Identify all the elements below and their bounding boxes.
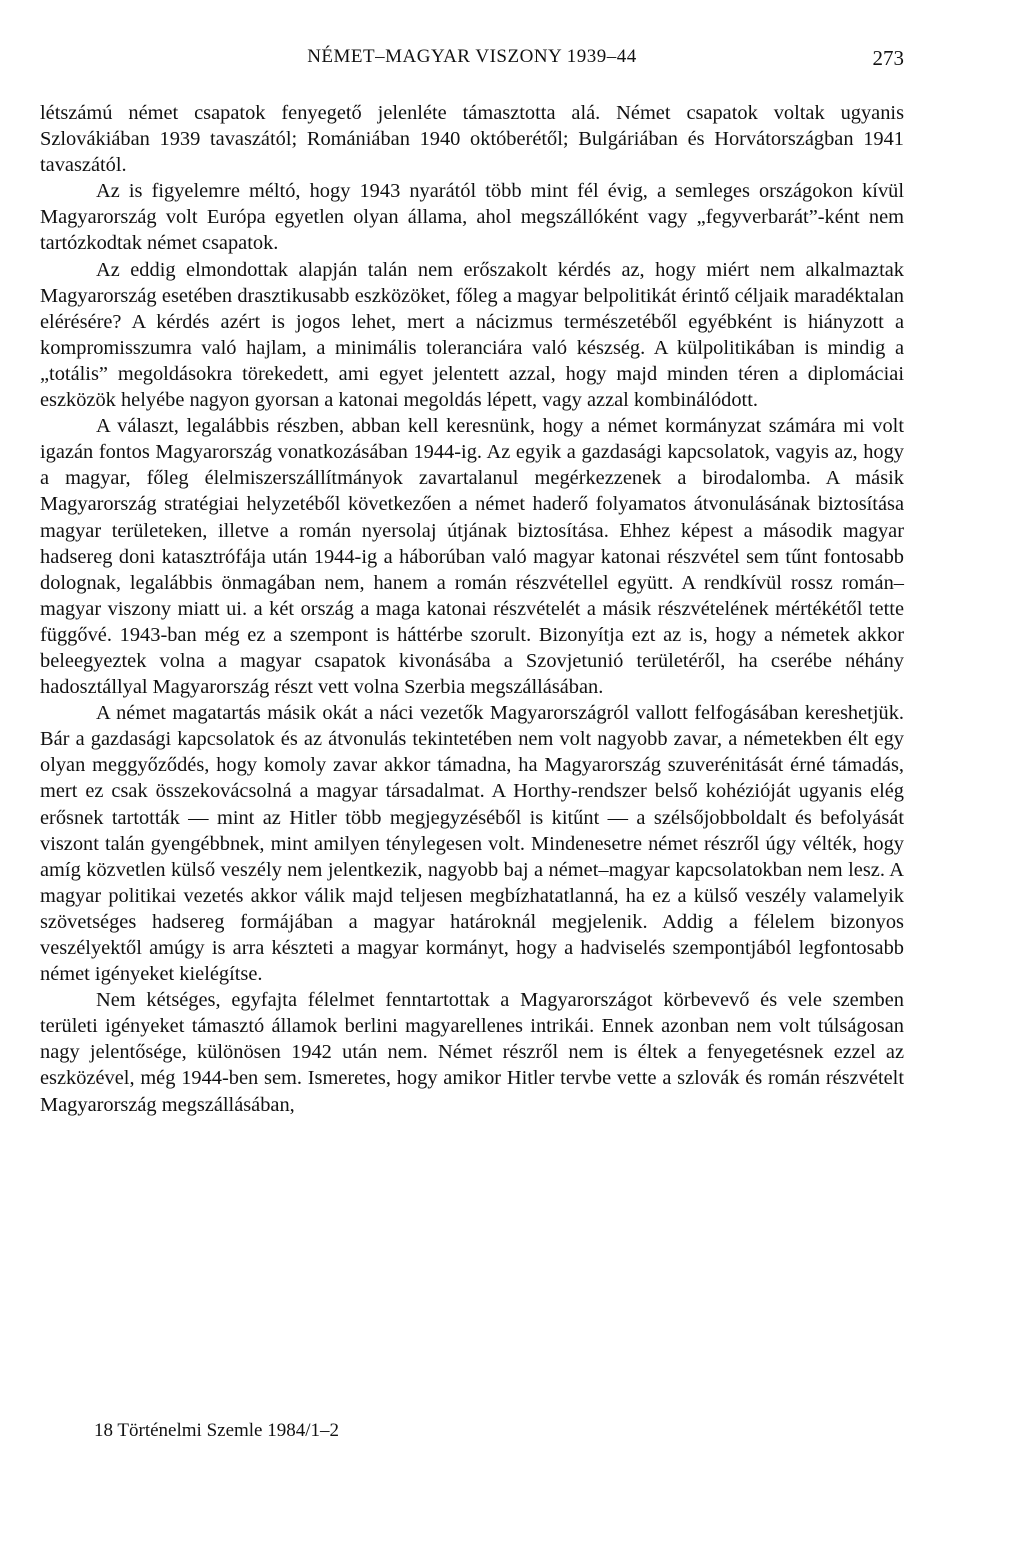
page-number: 273 [872, 46, 904, 70]
paragraph: A választ, legalábbis részben, abban kell keresnünk, hogy a német kormányzat számára mi volt igazán fontos Magyarország vonatkozásában 1944-ig. Az egyik a gazdasági kapcsolatok, vagyis az, hogy a magyar, főleg élelmiszerszállítmányok zavartalanul megérkezzenek a birodalomba. A másik Magyarország stratégiai helyzetéből következően a német haderő folyamatos átvonulásának biztosítása magyar területeken, illetve a román nyersolaj útjának biztosítása. Ehhez képest a második magyar hadsereg doni katasztrófája után 1944-ig a háborúban való magyar katonai részvétel sem tűnt fontosabb dolognak, legalábbis önmagában nem, hanem a román részvétellel együtt. A rendkívül rossz román–magyar viszony miatt ui. a két ország a maga katonai részvételét a másik részvételének mértékétől tette függővé. 1943-ban még ez a szempont is háttérbe szorult. Bizonyítja ezt az is, hogy a németek akkor beleegyeztek volna a magyar csapatok kivonásába a Szovjetunió területéről, ha cserébe néhány hadosztállyal Magyarország részt vett volna Szerbia megszállásában. [40, 415, 904, 699]
body-text [40, 100, 904, 1118]
signature-mark: 18 Történelmi Szemle 1984/1–2 [94, 1420, 340, 1441]
paragraph: Az eddig elmondottak alapján talán nem erőszakolt kérdés az, hogy miért nem alkalmaztak Magyarország esetében drasztikusabb eszközöket, főleg a magyar belpolitikát érintő céljaik maradéktalan elérésére? A kérdés azért is jogos lehet, mert a nácizmus természetéből egyébként is hiányzott a kompromisszumra való hajlam, a minimális toleranciára való készség. A külpolitikában is mindig a „totális” megoldásokra törekedett, ami egyet jelentett azzal, hogy majd minden téren a diplomáciai eszközök helyébe nagyon gyorsan a katonai megoldás lépett, vagy azzal kombinálódott. [40, 258, 904, 412]
paragraph-continuation: létszámú német csapatok fenyegető jelenléte támasztotta alá. Német csapatok voltak ugyanis Szlovákiában 1939 tavaszától; Romániában 1940 októberétől; Bulgáriában és Horvátországban 1941 tavaszától. [40, 102, 904, 177]
paragraph: Nem kétséges, egyfajta félelmet fenntartottak a Magyarországot körbevevő és vele szemben területi igényeket támasztó államok berlini magyarellenes intrikái. Ennek azonban nem volt túlságosan nagy jelentősége, különösen 1942 után nem. Német részről nem is éltek a fenyegetésnek ezzel az eszközével, még 1944-ben sem. Ismeretes, hogy amikor Hitler tervbe vette a szlovák és román részvételt Magyarország megszállásában, [40, 989, 904, 1116]
paragraph: Az is figyelemre méltó, hogy 1943 nyarától több mint fél évig, a semleges országokon kívül Magyarország volt Európa egyetlen olyan állama, ahol megszállóként vagy „fegyverbarát”-ként nem tartózkodtak német csapatok. [40, 180, 904, 255]
running-head [40, 46, 904, 76]
paragraph: A német magatartás másik okát a náci vezetők Magyarországról vallott felfogásában kereshetjük. Bár a gazdasági kapcsolatok és az átvonulás tekintetében nem volt nagyobb zavar, a németekben élt egy olyan meggyőződés, hogy komoly zavar akkor támadna, ha Magyarország szuverénitását érné támadás, mert ez csak összekovácsolná a magyar társadalmat. A Horthy-rendszer belső kohézióját ugyanis elég erősnek tartották — mint az Hitler több megjegyzéséből is kitűnt — a szélsőjobboldalt és befolyását viszont talán gyengébbnek, mint amilyen ténylegesen volt. Mindenesetre német részről úgy vélték, hogy amíg közvetlen külső veszély nem jelentkezik, nagyobb baj a német–magyar kapcsolatokban nem lesz. A magyar politikai vezetés akkor válik majd teljesen megbízhatatlanná, ha ez a külső veszély valamelyik szövetséges hadsereg formájában a magyar határoknál megjelenik. Addig a félelem bizonyos veszélyektől amúgy is arra készteti a magyar kormányt, hogy a hadviselés szempontjából legfontosabb német igényeket kielégítse. [40, 702, 904, 986]
running-title: NÉMET–MAGYAR VISZONY 1939–44 [307, 46, 637, 67]
